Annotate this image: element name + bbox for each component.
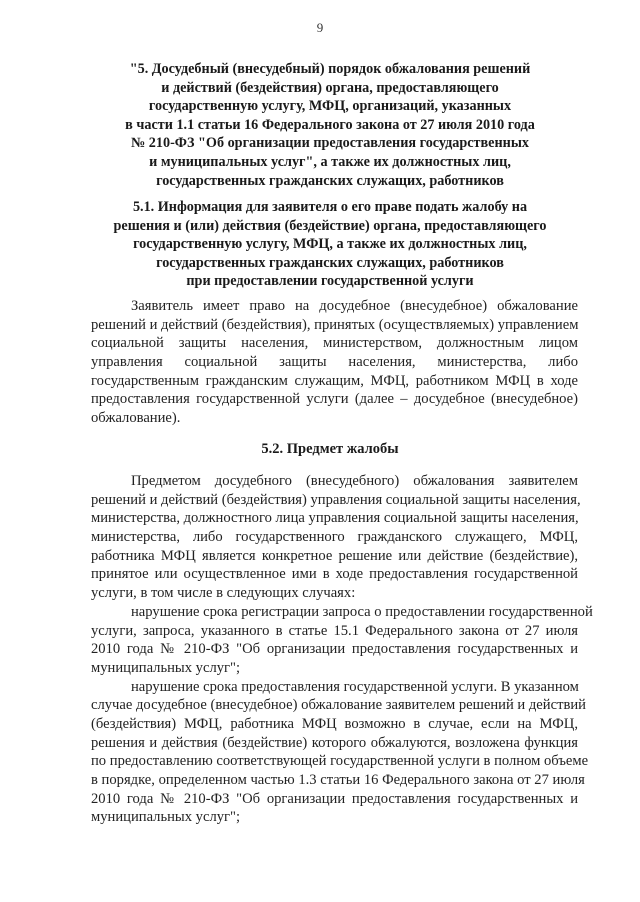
section-title-line: государственную услугу, МФЦ, организаций, указанных bbox=[148, 98, 512, 115]
paragraph-line: случае досудебное (внесудебное) обжалование заявителем решений и действий bbox=[91, 697, 586, 714]
section-title bbox=[80, 60, 580, 190]
paragraph-line: министерства, либо государственного гражданского служащего, МФЦ, bbox=[91, 529, 578, 546]
paragraph-line: 2010 года № 210-ФЗ "Об организации предоставления государственных и bbox=[91, 641, 578, 658]
paragraph-line: социальной защиты населения, министерством, должностным лицом bbox=[91, 335, 578, 352]
section-title-line: и муниципальных услуг", а также их должностных лиц, bbox=[149, 153, 511, 170]
paragraph-line: государственным гражданским служащим, МФЦ, работником МФЦ в ходе bbox=[91, 372, 578, 389]
paragraph-line: Предметом досудебного (внесудебного) обжалования заявителем bbox=[131, 473, 578, 489]
paragraph-line: предоставления государственной услуги (далее – досудебное (внесудебное) bbox=[91, 391, 578, 408]
subsection-1-title bbox=[80, 198, 580, 291]
subsection-title-line: решения и (или) действия (бездействие) органа, предоставляющего bbox=[113, 217, 547, 234]
paragraph-line: 2010 года № 210-ФЗ "Об организации предоставления государственных и bbox=[91, 790, 578, 807]
subsection-title-line: 5.2. Предмет жалобы bbox=[261, 441, 399, 457]
section-title-line: "5. Досудебный (внесудебный) порядок обжалования решений bbox=[129, 61, 531, 77]
paragraph-line: управления социальной защиты населения, министерства, либо bbox=[91, 354, 578, 371]
paragraph-line: услуги, в том числе в следующих случаях: bbox=[91, 585, 356, 602]
section-title-line: № 210-ФЗ "Об организации предоставления государственных bbox=[131, 135, 529, 152]
paragraph-line: решений и действий (бездействия), принятых (осуществляемых) управлением bbox=[91, 316, 579, 333]
paragraph-line: в порядке, определенном частью 1.3 статьи 16 Федерального закона от 27 июля bbox=[91, 772, 585, 788]
subsection-title-line: при предоставлении государственной услуги bbox=[186, 273, 474, 290]
paragraph-line: нарушение срока регистрации запроса о предоставлении государственной bbox=[131, 603, 593, 620]
paragraph-line: (бездействия) МФЦ, работника МФЦ возможно в случае, если на МФЦ, bbox=[91, 715, 578, 732]
section-title-line: государственных гражданских служащих, работников bbox=[156, 172, 504, 189]
subsection-title-line: государственную услугу, МФЦ, а также их должностных лиц, bbox=[133, 236, 527, 253]
subsection-title-line: государственных гражданских служащих, работников bbox=[156, 254, 504, 271]
section-title-line: в части 1.1 статьи 16 Федерального закона от 27 июля 2010 года bbox=[125, 116, 535, 133]
page-number: 9 bbox=[316, 20, 324, 35]
paragraph-line: Заявитель имеет право на досудебное (внесудебное) обжалование bbox=[131, 298, 578, 314]
paragraph-line: по предоставлению соответствующей государственной услуги в полном объеме bbox=[91, 753, 589, 770]
paragraph-line: обжалование). bbox=[91, 410, 181, 427]
subsection-title-line: 5.1. Информация для заявителя о его праве подать жалобу на bbox=[132, 199, 528, 215]
paragraph-line: министерства, должностного лица управления социальной защиты населения, bbox=[91, 510, 579, 527]
paragraph-1 bbox=[91, 297, 578, 428]
paragraph-line: муниципальных услуг"; bbox=[91, 809, 241, 826]
paragraph-line: услуги, запроса, указанного в статье 15.1 Федерального закона от 27 июля bbox=[91, 622, 578, 639]
paragraph-line: работника МФЦ является конкретное решение или действие (бездействие), bbox=[91, 547, 578, 564]
paragraph-line: нарушение срока предоставления государственной услуги. В указанном bbox=[131, 678, 579, 695]
paragraph-2 bbox=[91, 472, 593, 827]
paragraph-line: решений и действий (бездействия) управления социальной защиты населения, bbox=[91, 491, 581, 508]
subsection-2-title bbox=[80, 440, 580, 459]
paragraph-line: муниципальных услуг"; bbox=[91, 659, 241, 676]
paragraph-line: принятое или осуществленное ими в ходе предоставления государственной bbox=[91, 566, 578, 583]
section-title-line: и действий (бездействия) органа, предоставляющего bbox=[161, 79, 499, 96]
paragraph-line: решения и действия (бездействие) которого обжалуются, возложена функция bbox=[91, 734, 578, 751]
